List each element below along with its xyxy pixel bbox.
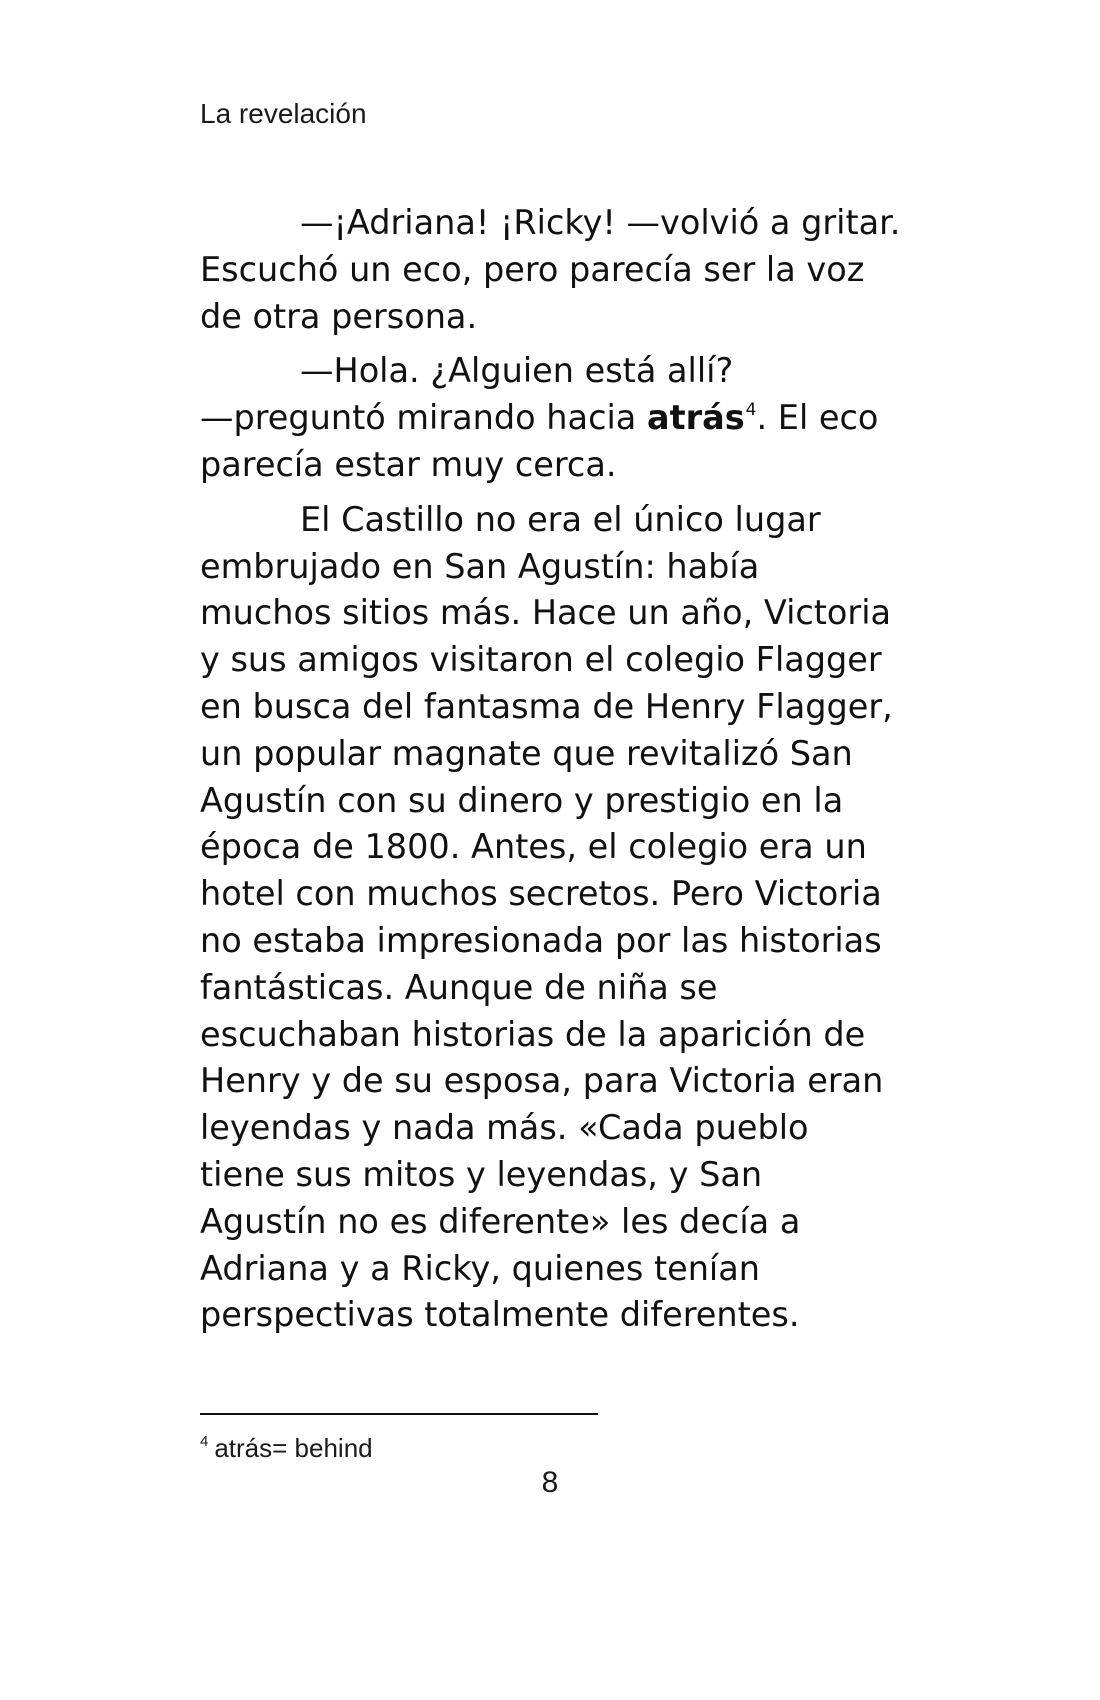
text-line: embrujado en San Agustín: había [200, 546, 760, 586]
text-line: no estaba impresionada por las historias [200, 920, 882, 960]
text-line: escuchaban historias de la aparición de [200, 1014, 866, 1054]
text-line: en busca del fantasma de Henry Flagger, [200, 686, 893, 726]
body-text [200, 200, 920, 1339]
text-line: Escuchó un eco, pero parecía ser la voz [200, 249, 865, 289]
text-line: fantásticas. Aunque de niña se [200, 967, 718, 1007]
text-line: de otra persona. [200, 296, 478, 336]
text-line: perspectivas totalmente diferentes. [200, 1295, 800, 1335]
page-number: 8 [541, 1466, 559, 1499]
text-segment: —preguntó mirando hacia [200, 398, 647, 438]
glossary-term: atrás [646, 398, 745, 438]
text-line: tiene sus mitos y leyendas, y San [200, 1154, 763, 1194]
text-line [200, 395, 920, 442]
text-line: parecía estar muy cerca. [200, 444, 617, 484]
text-line: Adriana y a Ricky, quienes tenían [200, 1248, 760, 1288]
text-line: época de 1800. Antes, el colegio era un [200, 827, 867, 867]
paragraph [200, 200, 920, 340]
footnote [200, 1433, 373, 1464]
text-line: —¡Adriana! ¡Ricky! —volvió a gritar. [300, 203, 901, 242]
paragraph [200, 497, 920, 1339]
footnote-number: 4 [200, 1433, 209, 1450]
footnote-text: atrás= behind [214, 1433, 373, 1463]
text-line: Agustín no es diferente» les decía a [200, 1201, 801, 1241]
text-line: y sus amigos visitaron el colegio Flagger [200, 640, 882, 680]
paragraph [200, 348, 920, 488]
text-line: hotel con muchos secretos. Pero Victoria [200, 874, 882, 914]
footnote-divider [200, 1413, 598, 1415]
text-line: —Hola. ¿Alguien está allí? [300, 351, 734, 391]
footnote-reference: 4 [745, 400, 757, 421]
running-header: La revelación [200, 98, 367, 129]
text-line: El Castillo no era el único lugar [300, 499, 821, 539]
text-line: muchos sitios más. Hace un año, Victoria [200, 593, 892, 633]
text-line: un popular magnate que revitalizó San [200, 733, 853, 773]
text-line: Agustín con su dinero y prestigio en la [200, 780, 844, 820]
text-line: leyendas y nada más. «Cada pueblo [200, 1108, 809, 1148]
text-segment: . El eco [756, 398, 879, 438]
text-line: Henry y de su esposa, para Victoria eran [200, 1061, 884, 1101]
